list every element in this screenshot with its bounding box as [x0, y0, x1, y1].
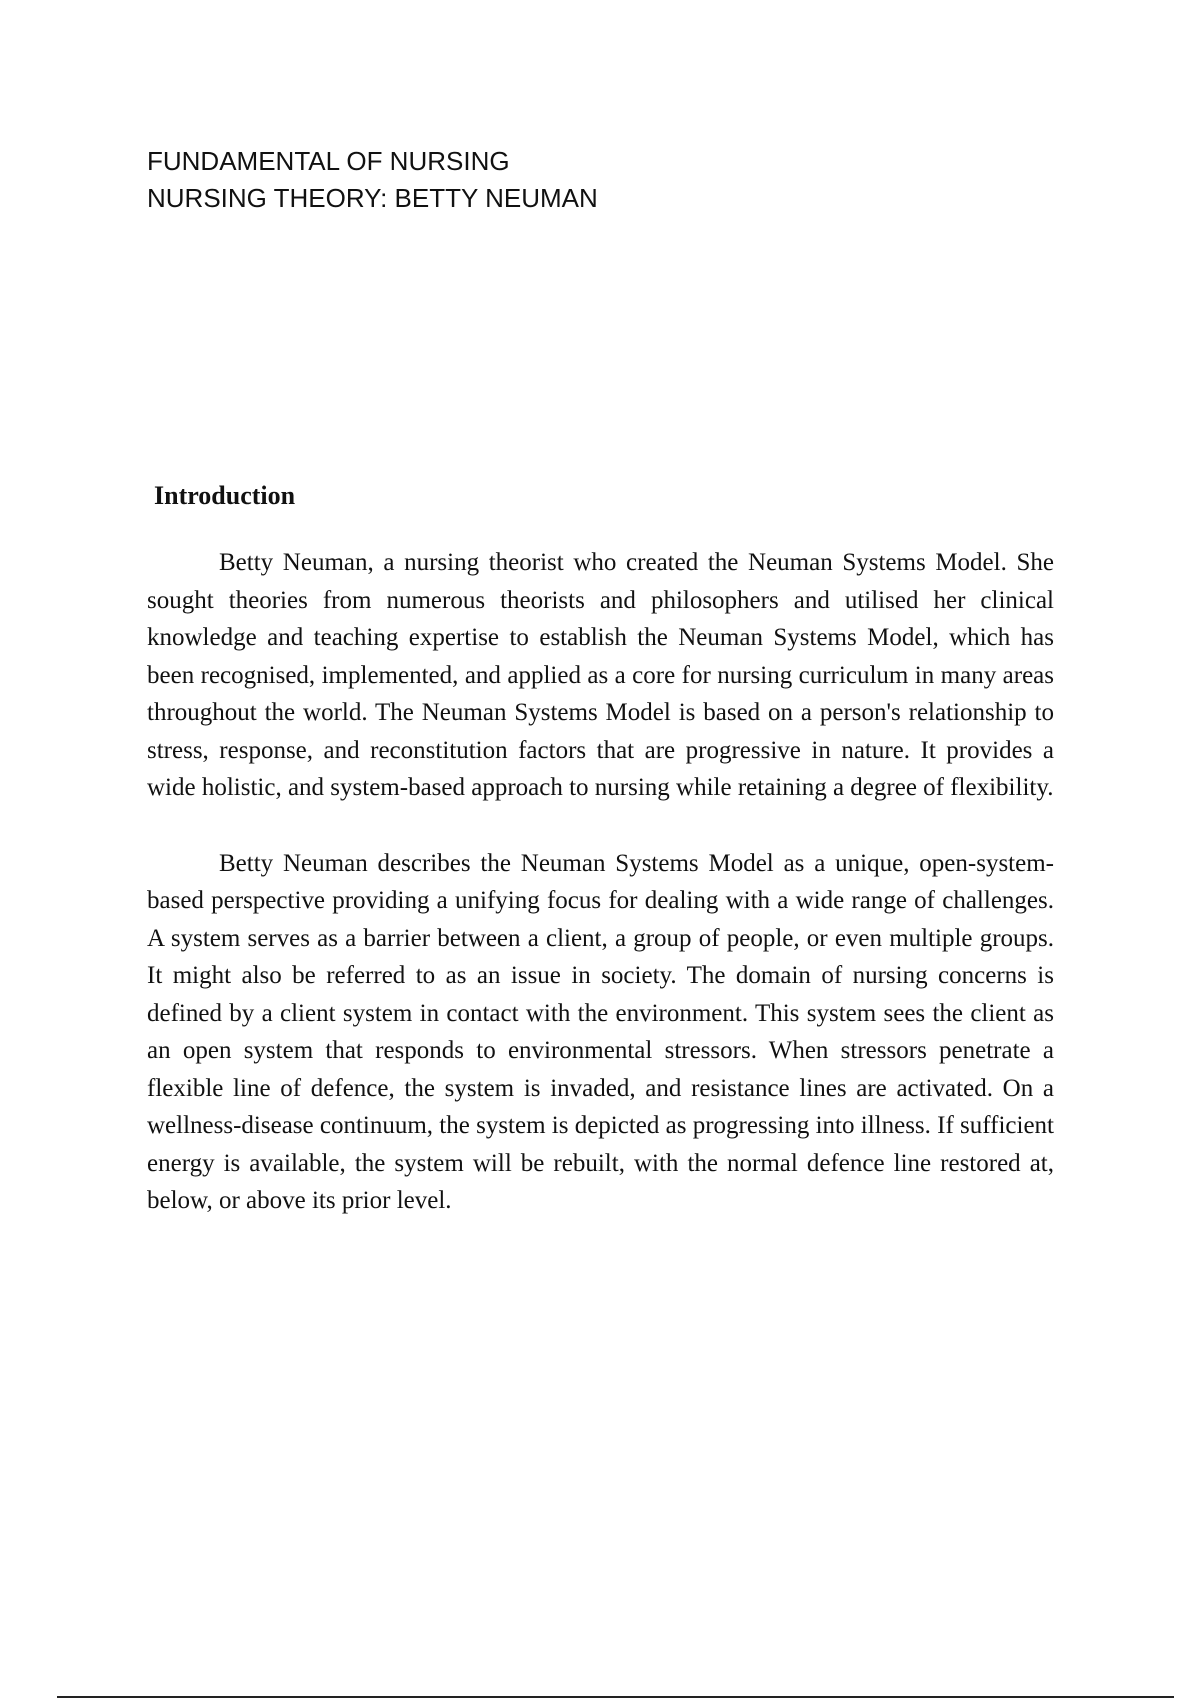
introduction-section	[147, 478, 1054, 1220]
introduction-paragraph-1: Betty Neuman, a nursing theorist who created the Neuman Systems Model. She sought theories from numerous theorists and philosophers and utilised her clinical knowledge and teaching expertise to establish the Neuman Systems Model, which has been recognised, implemented, and applied as a core for nursing curriculum in many areas throughout the world. The Neuman Systems Model is based on a person's relationship to stress, response, and reconstitution factors that are progressive in nature. It provides a wide holistic, and system-based approach to nursing while retaining a degree of flexibility.	[147, 549, 1054, 801]
course-title: FUNDAMENTAL OF NURSING	[147, 146, 510, 176]
introduction-paragraph-2: Betty Neuman describes the Neuman Systems Model as a unique, open-system-based perspective providing a unifying focus for dealing with a wide range of challenges. A system serves as a barrier between a client, a group of people, or even multiple groups. It might also be referred to as an issue in society. The domain of nursing concerns is defined by a client system in contact with the environment. This system sees the client as an open system that responds to environmental stressors. When stressors penetrate a flexible line of defence, the system is invaded, and resistance lines are activated. On a wellness-disease continuum, the system is depicted as progressing into illness. If sufficient energy is available, the system will be rebuilt, with the normal defence line restored at, below, or above its prior level.	[147, 849, 1055, 1214]
document-header	[147, 143, 598, 217]
theory-title: NURSING THEORY: BETTY NEUMAN	[147, 183, 598, 213]
introduction-heading: Introduction	[154, 481, 296, 510]
footer-divider	[57, 1696, 1174, 1698]
